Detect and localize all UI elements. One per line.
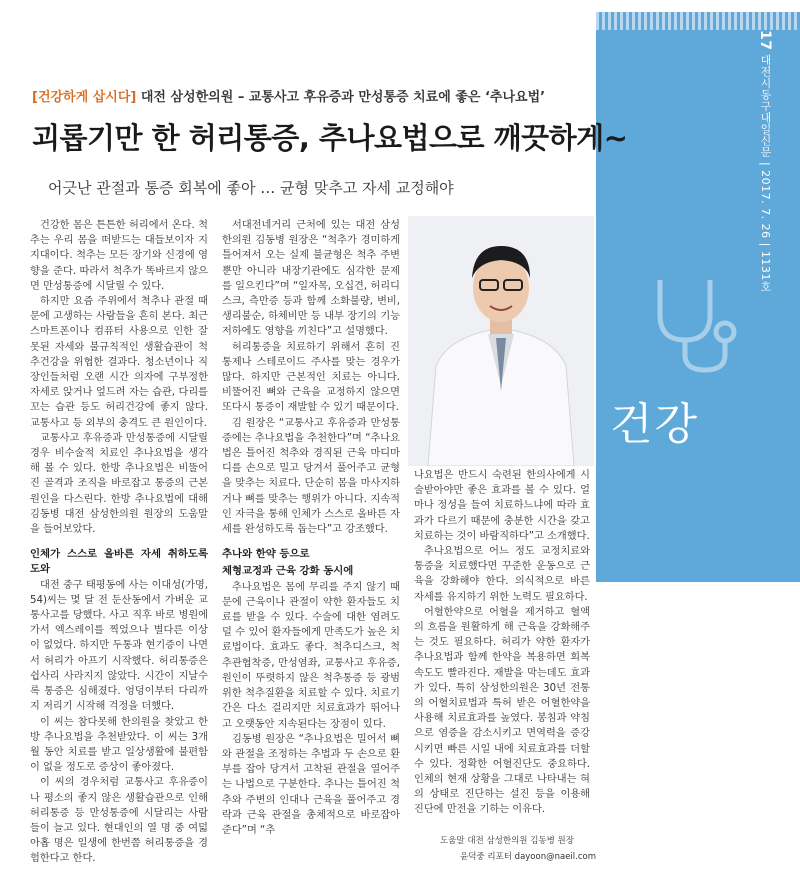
paragraph: 건강한 몸은 튼튼한 허리에서 온다. 척추는 우리 몸을 떠받드는 대들보이자 지지대이다. 척추는 모든 장기와 신경에 영향을 준다. 따라서 척추가 똑바르지 않으면 만성통증에 시달릴 수 있다. bbox=[30, 220, 208, 292]
paragraph: 김동병 원장은 “추나요법은 밀어서 뼈와 관절을 조정하는 추법과 두 손으로 환부를 잡아 당겨서 고착된 관절을 열어주는 나법으로 구분한다. 추나는 틀어진 척추와 주변의 인대나 근육을 풀어주고 경락과 근육 관절을 총체적으로 바로잡아준다”며 “추 bbox=[222, 733, 400, 836]
paragraph: 김 원장은 “교통사고 후유증과 만성통증에는 추나요법을 추천한다”며 “추나요법은 틀어진 척추와 경직된 근육 마디마디를 손으로 밀고 당겨서 풀어주고 균형을 맞추는 치료다. 단순히 몸을 마사지하거나 뼈를 맞추는 행위가 아니다. 지속적인 자극을 통해 인체가 스스로 올바른 자세를 완성하도록 돕는다”고 강조했다. bbox=[222, 417, 400, 536]
paragraph: 대전 중구 태평동에 사는 이대성(가명, 54)씨는 몇 달 전 둔산동에서 가벼운 교통사고를 당했다. 사고 직후 바로 병원에 가서 엑스레이를 찍었으나 별다른 이상이 없었다. 하지만 두통과 현기증이 나면서 허리가 아프기 시작했다. 허리통증은 쉽사리 사라지지 않았다. 시간이 지날수록 통증은 심해졌다. 엉덩이부터 다리까지 저리기 시작해 걱정을 더했다. bbox=[30, 579, 208, 713]
article-column-3 bbox=[414, 468, 590, 818]
paragraph: 추나요법은 몸에 무리를 주지 않기 때문에 근육이나 관절이 약한 환자들도 치료를 받을 수 있다. 수술에 대한 염려도 덜 수 있어 환자들에게 만족도가 높은 치료법이다. 효과도 좋다. 척추디스크, 척추관협착증, 만성염좌, 교통사고 후유증, 원인이 뚜렷하지 않은 척추통증 등 광범위한 척추질환을 치료할 수 있다. 치료기간은 다소 걸리지만 치료효과가 뛰어나고 오랫동안 지속된다는 장점이 있다. bbox=[222, 581, 400, 730]
credit-reporter: 윤덕중 리포터 dayoon@naeil.com bbox=[460, 852, 596, 862]
kicker-text: 대전 삼성한의원 – 교통사고 후유증과 만성통증 치료에 좋은 ‘추나요법’ bbox=[140, 90, 546, 105]
kicker bbox=[32, 86, 545, 105]
section-label: 건강 bbox=[610, 399, 700, 450]
paragraph: 이 씨의 경우처럼 교통사고 후유증이나 평소의 좋지 않은 생활습관으로 인해 허리통증 등 만성통증에 시달리는 사람들이 늘고 있다. 현대인의 열 명 중 여덟아홉 명은 일생에 한번쯤 허리통증을 경험한다고 한다. bbox=[30, 777, 208, 865]
band-stripe-pattern bbox=[596, 12, 800, 30]
paragraph: 서대전네거리 근처에 있는 대전 삼성한의원 김동병 원장은 “척추가 경미하게 틀어져서 오는 실제 불균형은 척추 주변뿐만 아니라 내장기관에도 심각한 문제를 일으킨다”며 “일자목, 오십견, 허리디스크, 측만증 등과 함께 소화불량, 변비, 생리불순, 하체비만 등 내부 장기의 기능 저하에도 영향을 끼친다”고 설명했다. bbox=[222, 220, 400, 338]
paragraph: 추나요법으로 어느 정도 교정치료와 통증을 치료했다면 꾸준한 운동으로 근육을 강화해야 한다. 의식적으로 바른 자세를 유지하기 위한 노력도 필요하다. bbox=[414, 546, 590, 603]
page-number: 17 bbox=[757, 30, 773, 51]
subheadline: 어긋난 관절과 통증 회복에 좋아 … 균형 맞추고 자세 교정해야 bbox=[48, 179, 454, 197]
article-column-2 bbox=[222, 218, 400, 838]
stethoscope-icon bbox=[640, 270, 750, 380]
issue-info bbox=[737, 30, 773, 293]
kicker-tag: [건강하게 삽시다] bbox=[32, 90, 137, 105]
paragraph: 어혈한약으로 어혈을 제거하고 혈액의 흐름을 원활하게 해 근육을 강화해주는 것도 필요하다. 허리가 약한 환자가 추나요법과 함께 한약을 복용하면 회복속도도 빨라진다. 재발을 막는데도 효과가 있다. 특히 삼성한의원은 30년 전통의 어혈치료법과 특허 받은 어혈한약을 사용해 치료효과를 높였다. 봉침과 약침으로 염증을 감소시키고 면역력을 증강시키면 빠른 시일 내에 치료효과를 더할 수 있다. 정확한 어혈진단도 중요하다. 인체의 현재 상황을 그대로 나타내는 혀의 상태로 진단하는 설진 등을 이용해 진단에 만전을 기하는 이유다. bbox=[414, 606, 590, 816]
paragraph: 나요법은 반드시 숙련된 한의사에게 시술받아야만 좋은 효과를 볼 수 있다. 얼마나 정성을 들여 치료하느냐에 따라 효과가 다르기 때문에 충분한 시간을 갖고 치료하는 것이 바람직하다”고 소개했다. bbox=[414, 470, 590, 542]
headline: 괴롭기만 한 허리통증, 추나요법으로 깨끗하게~ bbox=[32, 121, 628, 155]
credit-help: 도움말 대전 삼성한의원 김동병 원장 bbox=[440, 836, 574, 846]
paragraph: 허리통증을 치료하기 위해서 흔히 진통제나 스테로이드 주사를 맞는 경우가 많다. 하지만 근본적인 치료는 아니다. 비뚤어진 뼈와 근육을 교정하지 않으면 또다시 통증이 재발할 수 있기 때문이다. bbox=[222, 341, 400, 414]
section-heading: 인체가 스스로 올바른 자세 취하도록 도와 bbox=[30, 548, 208, 576]
paragraph: 교통사고 후유증과 만성통증에 시달릴 경우 비수술적 치료인 추나요법을 생각해 볼 수 있다. 한방 추나요법은 비뚤어진 골격과 조직을 바로잡고 통증의 근본원인을 다스린다. 한방 추나요법에 대해 김동병 대전 삼성한의원 원장의 도움말을 들어보았다. bbox=[30, 432, 208, 536]
section-heading: 추나와 한약 등으로 bbox=[222, 548, 310, 561]
issue-text: 대전시동구내일신문 | 2017. 7. 26 | 1131호 bbox=[759, 54, 772, 293]
section-heading: 체형교정과 근육 강화 동시에 bbox=[222, 565, 354, 578]
article-column-1 bbox=[30, 218, 208, 867]
paragraph: 하지만 요즘 주위에서 척추나 관절 때문에 고생하는 사람들을 흔히 본다. 최근 스마트폰이나 컴퓨터 사용으로 인한 잘못된 자세와 불규칙적인 생활습관이 척추건강을 위협한 결과다. 청소년이나 직장인들처럼 오랜 시간 의자에 구부정한 자세로 앉거나 엎드려 자는 습관, 다리를 꼬는 습관 등도 허리건강에 좋지 않다. 교통사고 등 외부의 충격도 큰 원인이다. bbox=[30, 296, 208, 429]
doctor-photo bbox=[408, 216, 594, 466]
paragraph: 이 씨는 참다못해 한의원을 찾았고 한방 추나요법을 추천받았다. 이 씨는 3개월 동안 치료를 받고 일상생활에 불편함이 없을 정도로 증상이 좋아졌다. bbox=[30, 716, 208, 774]
